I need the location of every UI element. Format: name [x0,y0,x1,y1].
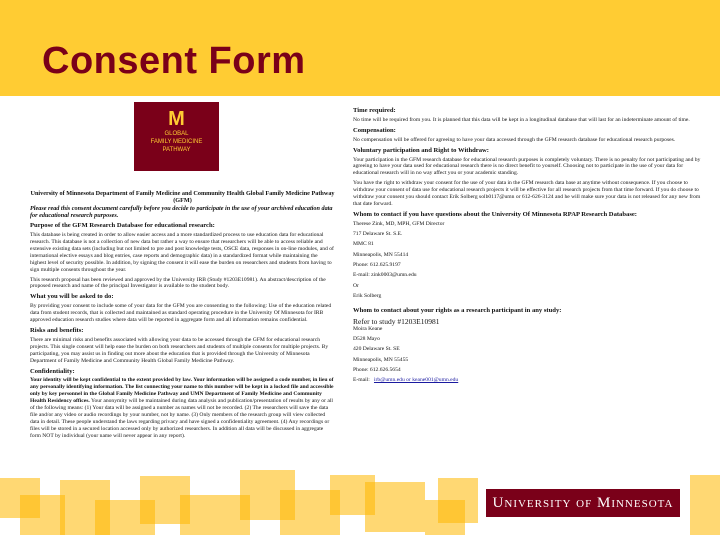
logo-line: PATHWAY [162,147,191,153]
time-text: No time will be required from you. It is planned that this data will be kept in a longitudinal database that will last for an indeterminate amount of time. [353,116,690,123]
slide-title: Consent Form [42,40,306,82]
address-line: Erik Solberg [353,292,382,299]
compensation-text: No compensation will be offered for agreeing to have your data accessed through the GFM research database for educational research purposes. [353,136,676,143]
refer-study: Refer to study #1203E10981 [353,316,440,326]
address-line: 717 Delaware St. S.E. [353,231,403,238]
purpose-text: This database is being created in order to allow easier access and a more standardized process to use education data for educational research. This database is not a collection of new data but rather a way to ensure that researchers will be able to access reliable and extensive existing data sets (including but not limited to pre and post knowledge tests, OSCE data, responses in on-line modules, and of international elective essays and blog entries, case reports and demographic data) in a standardized format while maintaining the highest level of security possible. In addition, by signing the consent it will ease the burden on researchers and students from having to sign multiple consents throughout the year. [30,232,334,273]
left-column [30,190,335,443]
contact-address [353,221,705,300]
email-label: E-mail: [353,377,370,384]
address-line: Phone: 612.625.9197 [353,261,401,268]
address-line: Minneapolis, MN 55414 [353,251,409,258]
email-link[interactable]: irb@umn.edu or keane001@umn.edu [373,377,459,384]
withdraw-text: You have the right to withdraw your consent for the use of your data in the GFM research data base at anytime without consequence. If you choose to withdraw your consent of data use for educational research projects it will be effective for all research projects from that time forward. If you do choose to withdraw your consent you should contact Erik Solberg solb0117@umn or 612-626-3124 and he will make sure your data is not released for any new from that date forward. [353,180,701,207]
asked-text: By providing your consent to include some of your data for the GFM you are consenting to the following: Use of the education related data from student records, that is collected and maintained as standard operating procedure in the University Of Minnesota for IRB approved education research studies where data will be reported in aggregate form and all information remains confidential. [30,303,332,324]
address-line: Or [353,282,359,289]
address-line: Minneapolis, MN 55455 [353,356,409,363]
rights-heading: Whom to contact about your rights as a research participant in any study: [353,306,562,314]
address-line: D528 Mayo [353,335,380,342]
risks-text: There are minimal risks and benefits associated with allowing your data to be accessed through the GFM for educational research projects. This single consent will help ease the burden on both researchers and students of multiple consents for multiple projects. By participating, you may assist us in finding out more about the education that is provided through the University of Minnesota Department of Family Medicine and Community Health Global Family Medicine Pathway. [30,336,329,364]
logo-line: GLOBAL [164,131,189,137]
gfm-logo [134,102,219,171]
right-column [353,104,705,387]
address-line: Moira Keane [353,325,383,332]
voluntary-text: Your participation in the GFM research database for educational research purposes is completely voluntary. There is no penalty for not participating and by agreeing to have your data used for educational research there is no direct benefit to yourself. Choosing not to participate in the use of your data for educational research will in no way affect you or your academic standing. [353,156,701,177]
approval-text: This research proposal has been reviewed and approved by the University IRB (Study #1203E10981). An abstract/description of the proposed research and name of the principal Investigator is available to the student body. [30,276,326,290]
address-line: 420 Delaware St. SE [353,346,400,353]
document-heading: University of Minnesota Department of Family Medicine and Community Health Global Family Medicine Pathway (GFM) [30,190,335,205]
umn-wordmark: University of Minnesota [486,489,680,517]
rights-address [353,326,705,384]
address-line: Phone: 612.626.5654 [353,366,401,373]
logo-line: FAMILY MEDICINE [150,139,203,145]
block-m-icon: M [168,108,185,130]
asked-heading: What you will be asked to do: [30,293,114,301]
risks-heading: Risks and benefits: [30,327,84,334]
address-line: MMC 81 [353,241,374,248]
confidentiality-text: Your anonymity will be maintained during data analysis and publication/presentation of results by any or all of the following means: (1) Your data will be assigned a number as names will not be recorded. (2) The researchers will save the data file and/or any video or audio recordings by your number, not by name. (3) Only members of the research group will view collected data in detail. These people understand the laws regarding privacy and have signed a confidentiality agreement. (4) Any recordings or files will be stored in a secured location accessed only by authorized researchers. In addition all data will be discussed in aggregate form NOT by individual (your name will never appear in any report). [30,398,333,439]
purpose-heading: Purpose of the GFM Research Database for educational research: [30,222,215,230]
contact-heading: Whom to contact if you have questions about the University Of Minnesota RPAP Research Database: [353,210,638,218]
voluntary-heading: Voluntary participation and Right to Withdraw: [353,146,489,154]
address-line: E-mail: zink0003@umn.edu [353,272,417,279]
confidentiality-bold-text: Your identity will be kept confidential to the extent provided by law. Your information will be assigned a code number, in lieu of any personally identifying information. The list connecting your name to this number will be kept in a locked file and accessible only by key personnel in the Global Family Medicine Pathway and UMN Department of Family Medicine and Community Health Residency offices. [30,377,334,405]
compensation-heading: Compensation: [353,126,396,134]
time-heading: Time required: [353,107,396,114]
address-line: Therese Zink, MD, MPH, GFM Director [353,220,445,227]
intro-text: Please read this consent document carefully before you decide to participate in the use of your archived education data for educational research purposes. [30,204,333,220]
confidentiality-heading: Confidentiality: [30,367,75,375]
